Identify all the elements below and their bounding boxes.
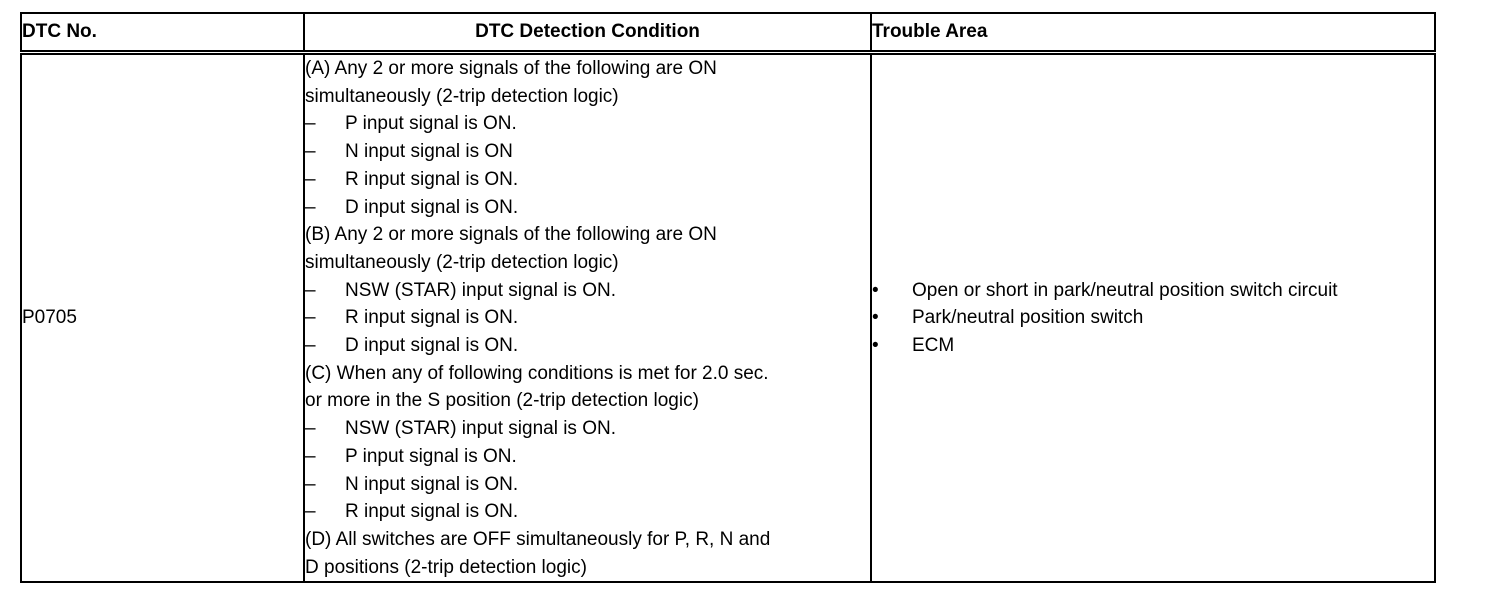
- condition-subitem: [305, 443, 870, 471]
- table-row: [21, 53, 1435, 583]
- dash-marker: –: [305, 141, 316, 163]
- dash-marker: –: [305, 196, 316, 218]
- trouble-area-text: ECM: [912, 335, 955, 357]
- condition-subitem: [305, 415, 870, 443]
- condition-subitem: [305, 194, 870, 222]
- condition-subitem: [305, 277, 870, 305]
- trouble-area-item: [872, 304, 1434, 332]
- table-body: [21, 53, 1435, 583]
- condition-subitem: [305, 498, 870, 526]
- trouble-area-text: Park/neutral position switch: [912, 307, 1144, 329]
- condition-subitem: [305, 304, 870, 332]
- dash-marker: –: [305, 335, 316, 357]
- header-dtc-no: DTC No.: [21, 13, 304, 53]
- header-trouble-area: Trouble Area: [871, 13, 1435, 53]
- bullet-marker: •: [872, 335, 879, 357]
- table-header: [21, 13, 1435, 53]
- condition-text-line: (C) When any of following conditions is met for 2.0 sec.: [305, 362, 769, 384]
- dash-marker: –: [305, 501, 316, 523]
- condition-subitem: [305, 471, 870, 499]
- dash-marker: –: [305, 168, 316, 190]
- condition-subitem-text: R input signal is ON.: [345, 307, 519, 329]
- condition-subitem-text: D input signal is ON.: [345, 335, 519, 357]
- trouble-area-cell: [871, 53, 1435, 583]
- condition-subitem-text: N input signal is ON.: [345, 473, 519, 495]
- condition-subitem-text: NSW (STAR) input signal is ON.: [345, 418, 616, 440]
- bullet-marker: •: [872, 307, 879, 329]
- condition-text-line: (A) Any 2 or more signals of the following are ON: [305, 58, 717, 79]
- dash-marker: –: [305, 279, 316, 301]
- trouble-area-item: [872, 332, 1434, 360]
- condition-text-line: simultaneously (2-trip detection logic): [305, 85, 619, 107]
- dash-marker: –: [305, 445, 316, 467]
- condition-text-line: D positions (2-trip detection logic): [305, 556, 587, 578]
- condition-subitem-text: D input signal is ON.: [345, 196, 519, 218]
- dash-marker: –: [305, 307, 316, 329]
- condition-text-line: (D) All switches are OFF simultaneously for P, R, N and: [305, 528, 771, 550]
- condition-lines: [305, 55, 870, 581]
- condition-text-line: or more in the S position (2-trip detection logic): [305, 390, 699, 412]
- trouble-area-list: [872, 277, 1434, 360]
- condition-subitem: [305, 166, 870, 194]
- trouble-area-text: Open or short in park/neutral position switch circuit: [912, 279, 1338, 301]
- condition-subitem: [305, 138, 870, 166]
- dash-marker: –: [305, 418, 316, 440]
- condition-subitem: [305, 332, 870, 360]
- dash-marker: –: [305, 473, 316, 495]
- condition-subitem-text: N input signal is ON: [345, 141, 513, 163]
- dtc-code-cell: P0705: [21, 53, 304, 583]
- condition-subitem-text: R input signal is ON.: [345, 501, 519, 523]
- trouble-area-item: [872, 277, 1434, 305]
- condition-subitem-text: NSW (STAR) input signal is ON.: [345, 279, 616, 301]
- condition-subitem: [305, 110, 870, 138]
- condition-text-line: (B) Any 2 or more signals of the following are ON: [305, 224, 717, 246]
- condition-subitem-text: P input signal is ON.: [345, 445, 517, 467]
- dtc-table: [20, 12, 1436, 583]
- header-row: [21, 13, 1435, 53]
- detection-condition-cell: [304, 53, 871, 583]
- condition-text-line: simultaneously (2-trip detection logic): [305, 251, 619, 273]
- header-detection-condition: DTC Detection Condition: [304, 13, 871, 53]
- condition-subitem-text: P input signal is ON.: [345, 113, 517, 135]
- dash-marker: –: [305, 113, 316, 135]
- condition-subitem-text: R input signal is ON.: [345, 168, 519, 190]
- bullet-marker: •: [872, 279, 879, 301]
